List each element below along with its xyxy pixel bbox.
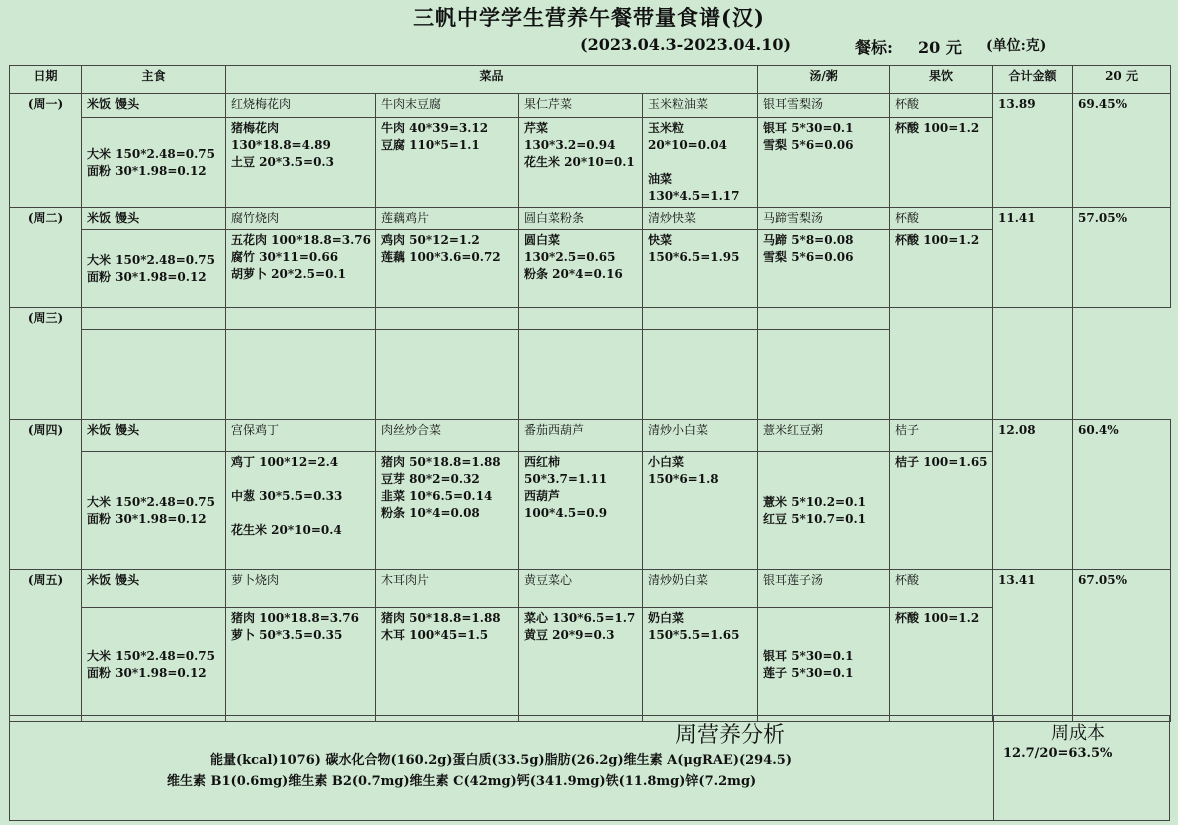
cell-line: 腐竹 30*11=0.66	[231, 250, 339, 264]
soup-detail	[758, 452, 890, 570]
dish-detail	[376, 608, 519, 722]
dish-detail	[643, 118, 758, 208]
empty-cell	[519, 308, 643, 330]
empty-cell	[226, 308, 376, 330]
menu-table	[9, 65, 1171, 722]
dish-detail	[226, 230, 376, 308]
cell-line: 大米 150*2.48=0.75	[87, 146, 216, 161]
total-cell: 13.89	[993, 94, 1073, 208]
soup-name: 银耳莲子汤	[758, 570, 890, 608]
cell-line: 芹菜	[524, 121, 549, 135]
cell-line: 莲藕 100*3.6=0.72	[381, 250, 501, 264]
fruit-detail	[890, 230, 993, 308]
cell-line: 花生米 20*10=0.1	[524, 155, 635, 169]
cell-line: 红豆 5*10.7=0.1	[763, 511, 866, 526]
dish-name: 宫保鸡丁	[226, 420, 376, 452]
weekly-cost-title: 周成本	[1051, 723, 1105, 744]
fruit-detail	[890, 608, 993, 722]
cell-line: 150*5.5=1.65	[648, 628, 740, 642]
nutrition-line-2: 维生素 B1(0.6mg)维生素 B2(0.7mg)维生素 C(42mg)钙(341.9mg)铁(11.8mg)锌(7.2mg)	[167, 774, 757, 789]
nutrition-line-1: 能量(kcal)1076) 碳水化合物(160.2g)蛋白质(33.5g)脂肪(26.2g)维生素 A(μgRAE)(294.5)	[210, 753, 792, 768]
cell-line: 奶白菜	[648, 611, 685, 625]
empty-cell	[82, 308, 226, 330]
dish-detail	[226, 118, 376, 208]
cell-line: 圆白菜	[524, 233, 561, 247]
cell-line: 胡萝卜 20*2.5=0.1	[231, 267, 346, 281]
dish-name: 萝卜烧肉	[226, 570, 376, 608]
dish-detail	[519, 118, 643, 208]
cell-line: 牛肉 40*39=3.12	[381, 121, 489, 135]
cell-line: 猪肉 100*18.8=3.76	[231, 611, 360, 625]
cell-line: 雪梨 5*6=0.06	[763, 250, 854, 264]
total-cell: 12.08	[993, 420, 1073, 570]
empty-cell	[226, 330, 376, 420]
cell-line: 菜心 130*6.5=1.7	[524, 611, 636, 625]
col-total: 合计金额	[993, 66, 1073, 94]
cell-line: 雪梨 5*6=0.06	[763, 138, 854, 152]
staple-detail	[82, 608, 226, 722]
soup-detail	[758, 230, 890, 308]
dish-detail	[643, 608, 758, 722]
day-label: (周三)	[10, 308, 82, 420]
fruit-name: 杯酸	[890, 94, 993, 118]
cell-line: 猪肉 50*18.8=1.88	[381, 455, 501, 469]
dish-detail	[643, 452, 758, 570]
col-soup: 汤/粥	[758, 66, 890, 94]
empty-cell	[82, 330, 226, 420]
dish-name: 番茄西葫芦	[519, 420, 643, 452]
cell-line	[231, 471, 370, 488]
day-row-names	[10, 208, 1171, 230]
empty-cell	[758, 308, 890, 330]
dish-name: 圆白菜粉条	[519, 208, 643, 230]
cell-line: 快菜	[648, 233, 673, 247]
header-row	[10, 66, 1171, 94]
cell-line: 银耳 5*30=0.1	[763, 121, 854, 135]
day-label: (周四)	[10, 420, 82, 570]
cell-line: 大米 150*2.48=0.75	[87, 494, 216, 509]
cell-line: 豆腐 110*5=1.1	[381, 138, 480, 152]
dish-name: 红烧梅花肉	[226, 94, 376, 118]
cell-line: 130*4.5=1.17	[648, 189, 740, 203]
cell-line: 萝卜 50*3.5=0.35	[231, 628, 343, 642]
percent-cell	[993, 308, 1073, 420]
cell-line: 马蹄 5*8=0.08	[763, 233, 854, 247]
col-budget: 20 元	[1073, 66, 1171, 94]
cell-line: 中葱 30*5.5=0.33	[231, 489, 343, 503]
cell-line: 130*3.2=0.94	[524, 138, 616, 152]
dish-detail	[376, 118, 519, 208]
cell-line: 油菜	[648, 172, 673, 186]
day-label: (周五)	[10, 570, 82, 722]
cell-line: 100*4.5=0.9	[524, 506, 608, 520]
fruit-name: 杯酸	[890, 208, 993, 230]
day-row-names	[10, 308, 1171, 330]
unit-label: (单位:克)	[986, 38, 1047, 54]
dish-name: 木耳肉片	[376, 570, 519, 608]
date-range: (2023.04.3-2023.04.10)	[580, 35, 792, 54]
cell-line: 面粉 30*1.98=0.12	[87, 269, 207, 284]
dish-detail	[519, 608, 643, 722]
cell-line: 韭菜 10*6.5=0.14	[381, 489, 493, 503]
percent-cell: 57.05%	[1073, 208, 1171, 308]
dish-name: 清炒奶白菜	[643, 570, 758, 608]
day-row-names	[10, 94, 1171, 118]
percent-cell: 67.05%	[1073, 570, 1171, 722]
cell-line: 猪肉 50*18.8=1.88	[381, 611, 501, 625]
dish-name: 莲藕鸡片	[376, 208, 519, 230]
cell-line: 150*6=1.8	[648, 472, 719, 486]
cell-line: 杯酸 100=1.2	[895, 611, 980, 625]
col-date: 日期	[10, 66, 82, 94]
meal-standard-label: 餐标:	[855, 38, 893, 57]
nutrition-title: 周营养分析	[675, 723, 786, 748]
total-cell: 11.41	[993, 208, 1073, 308]
weekly-cost-section	[993, 716, 1169, 820]
cell-line: 莲子 5*30=0.1	[763, 665, 854, 680]
empty-cell	[758, 330, 890, 420]
empty-cell	[643, 308, 758, 330]
cell-line: 粉条 10*4=0.08	[381, 506, 480, 520]
dish-detail	[519, 452, 643, 570]
percent-cell: 69.45%	[1073, 94, 1171, 208]
cell-line: 面粉 30*1.98=0.12	[87, 511, 207, 526]
footer-panel	[9, 715, 1170, 821]
staple-detail	[82, 452, 226, 570]
staple-name: 米饭 馒头	[82, 94, 226, 118]
dish-name: 腐竹烧肉	[226, 208, 376, 230]
cell-line: 粉条 20*4=0.16	[524, 267, 623, 281]
cell-line: 小白菜	[648, 455, 685, 469]
cell-line: 鸡肉 50*12=1.2	[381, 233, 480, 247]
dish-name: 牛肉末豆腐	[376, 94, 519, 118]
dish-detail	[376, 452, 519, 570]
soup-detail	[758, 608, 890, 722]
day-row-names	[10, 420, 1171, 452]
cell-line: 薏米 5*10.2=0.1	[763, 494, 866, 509]
cell-line: 鸡丁 100*12=2.4	[231, 455, 339, 469]
soup-name: 薏米红豆粥	[758, 420, 890, 452]
dish-name: 肉丝炒合菜	[376, 420, 519, 452]
staple-name: 米饭 馒头	[82, 570, 226, 608]
empty-cell	[643, 330, 758, 420]
dish-detail	[519, 230, 643, 308]
dish-name: 清炒快菜	[643, 208, 758, 230]
dish-detail	[226, 608, 376, 722]
cell-line: 黄豆 20*9=0.3	[524, 628, 615, 642]
dish-name: 清炒小白菜	[643, 420, 758, 452]
day-row-names	[10, 570, 1171, 608]
cell-line: 杯酸 100=1.2	[895, 233, 980, 247]
dish-detail	[376, 230, 519, 308]
cell-line	[231, 505, 370, 522]
cell-line: 50*3.7=1.11	[524, 472, 608, 486]
nutrition-section	[10, 716, 994, 820]
cell-line: 花生米 20*10=0.4	[231, 523, 342, 537]
staple-detail	[82, 230, 226, 308]
cell-line: 20*10=0.04	[648, 138, 727, 152]
cell-line: 木耳 100*45=1.5	[381, 628, 489, 642]
day-label: (周一)	[10, 94, 82, 208]
col-dishes: 菜品	[226, 66, 758, 94]
dish-name: 黄豆菜心	[519, 570, 643, 608]
dish-detail	[226, 452, 376, 570]
day-label: (周二)	[10, 208, 82, 308]
total-cell: 13.41	[993, 570, 1073, 722]
fruit-name: 杯酸	[890, 570, 993, 608]
dish-name: 果仁芹菜	[519, 94, 643, 118]
cell-line	[648, 154, 752, 171]
fruit-detail	[890, 118, 993, 208]
empty-cell	[376, 330, 519, 420]
col-fruit: 果饮	[890, 66, 993, 94]
cell-line: 150*6.5=1.95	[648, 250, 740, 264]
cell-line: 130*18.8=4.89	[231, 138, 331, 152]
fruit-name: 桔子	[890, 420, 993, 452]
total-cell	[890, 308, 993, 420]
cell-line: 130*2.5=0.65	[524, 250, 616, 264]
fruit-detail	[890, 452, 993, 570]
soup-name: 银耳雪梨汤	[758, 94, 890, 118]
cell-line: 桔子 100=1.65	[895, 455, 988, 469]
cell-line: 玉米粒	[648, 121, 685, 135]
dish-detail	[643, 230, 758, 308]
empty-cell	[519, 330, 643, 420]
empty-cell	[376, 308, 519, 330]
cell-line: 西葫芦	[524, 489, 561, 503]
meal-standard-value: 20 元	[918, 38, 962, 57]
cell-line: 大米 150*2.48=0.75	[87, 648, 216, 663]
soup-detail	[758, 118, 890, 208]
cell-line: 杯酸 100=1.2	[895, 121, 980, 135]
cell-line: 五花肉 100*18.8=3.76	[231, 233, 372, 247]
soup-name: 马蹄雪梨汤	[758, 208, 890, 230]
cell-line: 西红柿	[524, 455, 561, 469]
cell-line: 面粉 30*1.98=0.12	[87, 163, 207, 178]
cell-line: 大米 150*2.48=0.75	[87, 252, 216, 267]
dish-name: 玉米粒油菜	[643, 94, 758, 118]
cell-line: 土豆 20*3.5=0.3	[231, 155, 334, 169]
weekly-cost-value: 12.7/20=63.5%	[1003, 746, 1113, 761]
staple-name: 米饭 馒头	[82, 420, 226, 452]
page-title: 三帆中学学生营养午餐带量食谱(汉)	[413, 5, 765, 30]
cell-line: 面粉 30*1.98=0.12	[87, 665, 207, 680]
cell-line: 银耳 5*30=0.1	[763, 648, 854, 663]
percent-cell: 60.4%	[1073, 420, 1171, 570]
staple-name: 米饭 馒头	[82, 208, 226, 230]
staple-detail	[82, 118, 226, 208]
col-staple: 主食	[82, 66, 226, 94]
cell-line: 猪梅花肉	[231, 121, 280, 135]
cell-line: 豆芽 80*2=0.32	[381, 472, 480, 486]
